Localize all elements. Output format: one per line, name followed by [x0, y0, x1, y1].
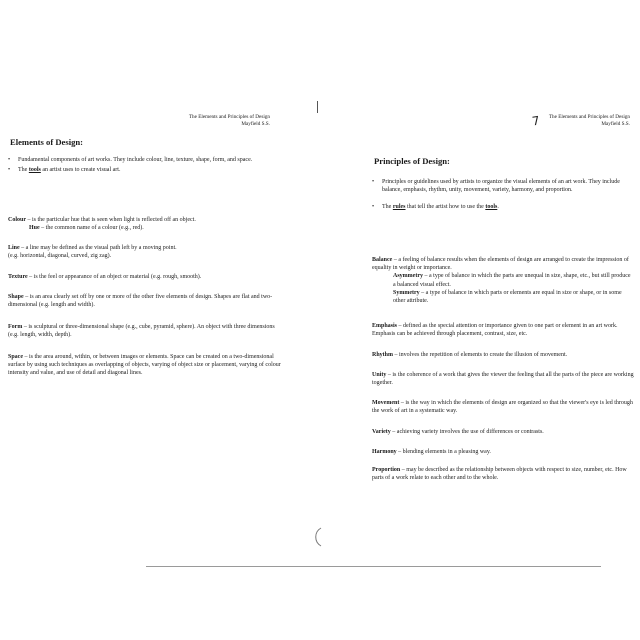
def-unity: Unity – is the coherence of a work that gives the viewer the feeling that all the parts of the piece are working together. [372, 372, 634, 387]
rules-underlined: rules [392, 203, 406, 210]
elements-title: Elements of Design: [10, 137, 84, 147]
def-line: Line – a line may be defined as the visual path left by a moving point. (e.g. horizontal, diagonal, curved, zig zag). [8, 245, 177, 260]
principles-title: Principles of Design: [374, 156, 450, 166]
def-balance: Balance – a feeling of balance results when the elements of design are arranged to create the impression of equality in weight or importance. Asymmetry – a type of balance in which the parts are unequal in size, shape, etc., but still produce a balanced visual effect. Symmetry – a type of balance in which parts or elements are equal in size or shape, or in some other attribute. [372, 257, 631, 305]
header-school: Mayfield S.S. [241, 121, 270, 127]
def-form: Form – is sculptural or three-dimensional shape (e.g., cube, pyramid, sphere). An object with three dimensions (e.g. length, width, depth). [8, 324, 275, 339]
def-colour: Colour – is the particular hue that is seen when light is reflected off an object. Hue – the common name of a colour (e.g., red). [8, 217, 196, 232]
left-page [0, 0, 320, 570]
def-proportion: Proportion – may be described as the relationship between objects with respect to size, number, etc. How parts of a work relate to each other and to the whole. [372, 467, 627, 482]
center-crease-mark [317, 101, 318, 113]
def-movement: Movement – is the way in which the elements of design are organized so that the viewer's eye is led through the work of art in a systematic way. [372, 400, 633, 415]
tools-underlined: tools [28, 167, 41, 174]
def-texture: Texture – is the feel or appearance of an object or material (e.g. rough, smooth). [8, 274, 202, 280]
def-harmony: Harmony – blending elements in a pleasing way. [372, 449, 491, 455]
header-school: Mayfield S.S. [601, 121, 630, 127]
def-space: Space – is the area around, within, or between images or elements. Space can be created on a two-dimensional surface by using such techniques as overlapping of objects, varying of object size or placement, varying of colour intensity and value, and use of detail and diagonal lines. [8, 354, 281, 377]
right-page [320, 0, 640, 570]
def-rhythm: Rhythm – involves the repetition of elements to create the illusion of movement. [372, 352, 568, 358]
principles-bullet-2: • The rules that tell the artist how to use the tools. [372, 203, 634, 211]
tools-underlined: tools [485, 203, 498, 210]
scan-edge-line [146, 566, 601, 567]
def-variety: Variety – achieving variety involves the use of differences or contrasts. [372, 429, 544, 435]
def-shape: Shape – is an area clearly set off by one or more of the other five elements of design. Shapes are flat and two-dimensional (e.g. length and width). [8, 294, 273, 309]
header-course: The Elements and Principles of Design [188, 114, 270, 120]
left-page-header [189, 114, 270, 128]
handwritten-page-number: 7 [531, 113, 541, 129]
elements-bullets [8, 156, 268, 177]
def-emphasis: Emphasis – defined as the special attention or importance given to one part or element in an art work. Emphasis can be achieved through placement, contrast, size, etc. [372, 323, 618, 338]
right-page-header [549, 114, 630, 128]
elements-bullet-1: • Fundamental components of art works. They include colour, line, texture, shape, form, and space. [8, 156, 268, 164]
principles-bullet-1: • Principles or guidelines used by artists to organize the visual elements of an art work. They include balance, emphasis, rhythm, unity, movement, variety, harmony, and proportion. [372, 178, 634, 195]
header-course: The Elements and Principles of Design [548, 114, 630, 120]
elements-bullet-2: • The tools an artist uses to create visual art. [8, 166, 268, 174]
principles-bullets [372, 178, 634, 213]
